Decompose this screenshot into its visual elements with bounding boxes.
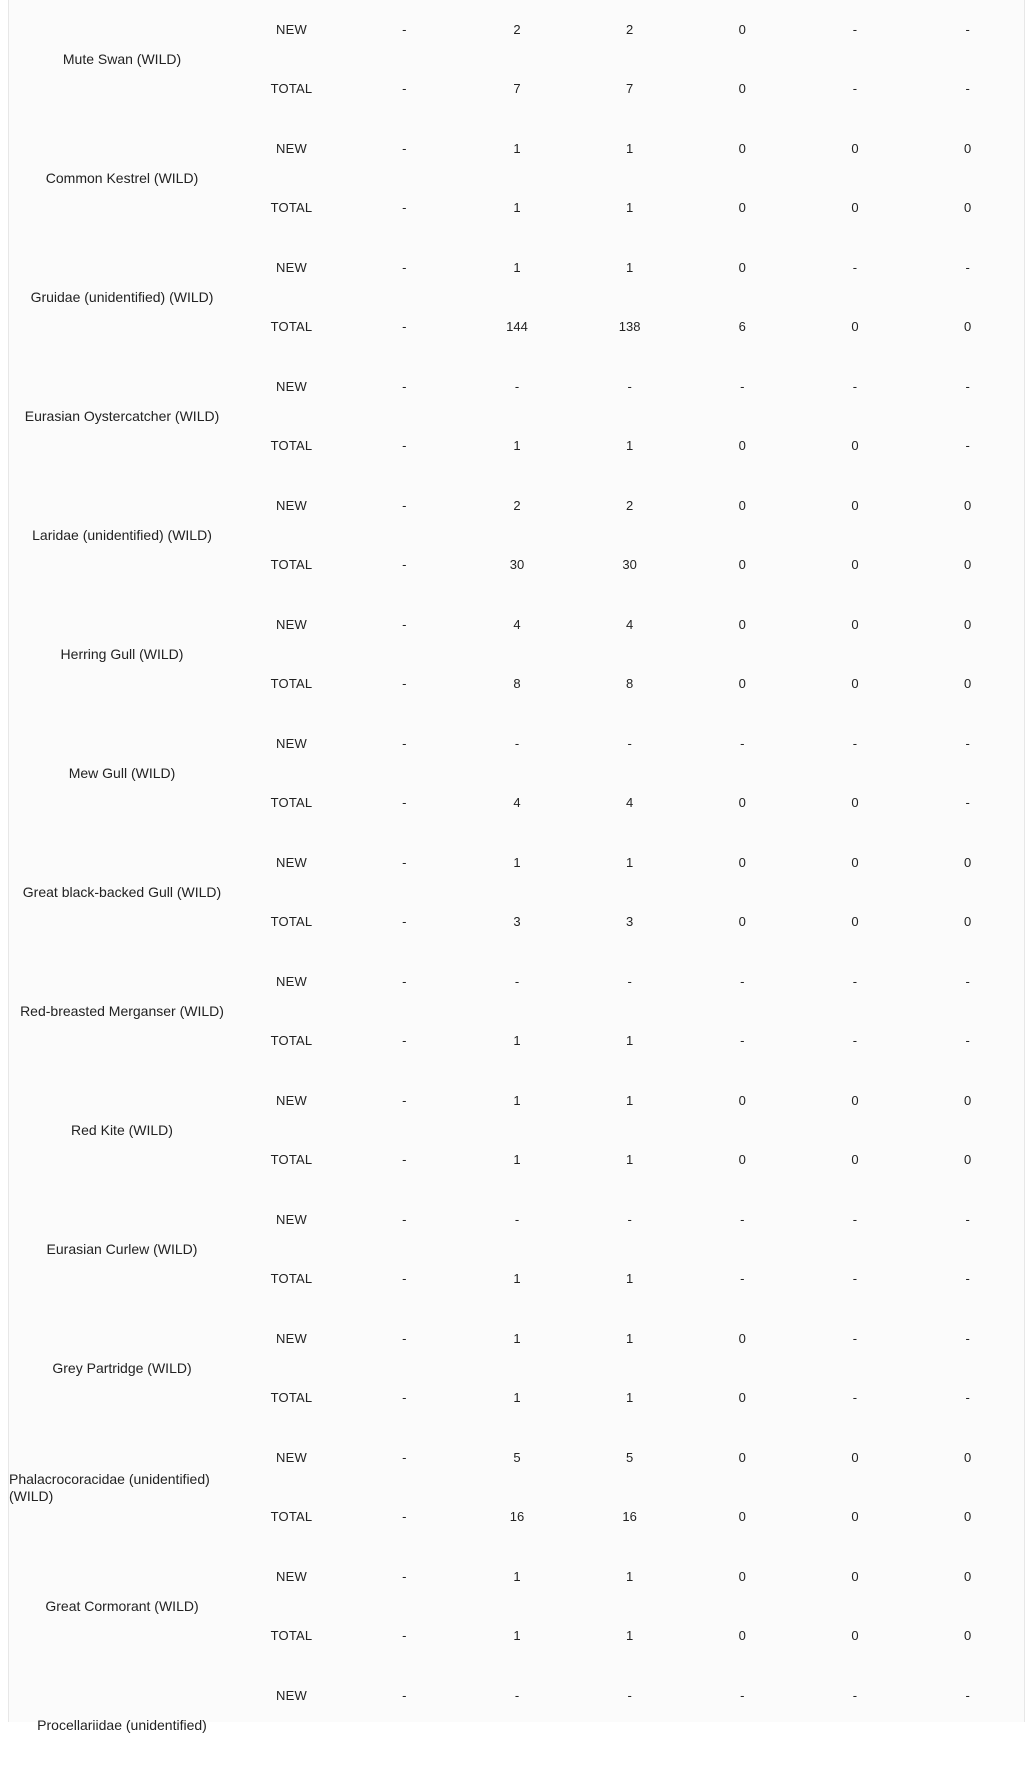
total-value: 0 (799, 1607, 912, 1667)
row-type-total: TOTAL (235, 1488, 348, 1548)
new-value: 0 (686, 476, 799, 536)
new-value: 0 (686, 1309, 799, 1369)
new-value: 5 (461, 1428, 574, 1488)
new-value: - (799, 1666, 912, 1726)
new-value: - (348, 1547, 461, 1607)
total-value: 1 (461, 417, 574, 477)
total-value: 30 (573, 536, 686, 596)
new-value: - (911, 714, 1024, 774)
table-row (9, 595, 1024, 655)
total-value: - (348, 1012, 461, 1072)
total-value: - (348, 60, 461, 120)
table-row (9, 238, 1024, 298)
total-value: 1 (573, 1131, 686, 1191)
new-value: 0 (799, 595, 912, 655)
total-value: 0 (799, 179, 912, 239)
species-name: Great black-backed Gull (WILD) (9, 833, 235, 952)
species-name: Eurasian Curlew (WILD) (9, 1190, 235, 1309)
new-value: 0 (911, 1428, 1024, 1488)
total-value: - (686, 1250, 799, 1310)
row-type-total: TOTAL (235, 417, 348, 477)
new-value: 0 (911, 1547, 1024, 1607)
row-type-new: NEW (235, 714, 348, 774)
total-value (911, 1726, 1024, 1785)
total-value: 16 (573, 1488, 686, 1548)
new-value: - (911, 1666, 1024, 1726)
total-value: 0 (799, 1131, 912, 1191)
row-type-total: TOTAL (235, 1607, 348, 1667)
new-value: - (461, 714, 574, 774)
total-value: 7 (461, 60, 574, 120)
new-value: 0 (799, 1428, 912, 1488)
total-value: 1 (573, 1250, 686, 1310)
row-type-total: TOTAL (235, 893, 348, 953)
row-type-total: TOTAL (235, 1012, 348, 1072)
new-value: 4 (461, 595, 574, 655)
total-value: 1 (573, 1369, 686, 1429)
row-type-new: NEW (235, 1309, 348, 1369)
total-value: 0 (911, 1607, 1024, 1667)
total-value (686, 1726, 799, 1785)
new-value: - (461, 1190, 574, 1250)
table-row (9, 0, 1024, 60)
total-value: - (686, 1012, 799, 1072)
row-type-new: NEW (235, 833, 348, 893)
statistics-panel (8, 0, 1025, 1722)
row-type-total: TOTAL (235, 1250, 348, 1310)
new-value: 1 (461, 833, 574, 893)
total-value: - (911, 1250, 1024, 1310)
new-value: - (461, 952, 574, 1012)
total-value: 7 (573, 60, 686, 120)
total-value: 0 (799, 1488, 912, 1548)
table-row (9, 833, 1024, 893)
new-value: 0 (799, 1547, 912, 1607)
species-name: Gruidae (unidentified) (WILD) (9, 238, 235, 357)
total-value: 0 (911, 536, 1024, 596)
total-value: - (348, 298, 461, 358)
total-value: - (348, 1250, 461, 1310)
new-value: - (348, 1071, 461, 1131)
new-value: - (573, 1666, 686, 1726)
new-value: - (348, 1190, 461, 1250)
total-value: - (911, 1369, 1024, 1429)
table-row (9, 1666, 1024, 1726)
species-name: Great Cormorant (WILD) (9, 1547, 235, 1666)
new-value: - (799, 357, 912, 417)
new-value: - (799, 952, 912, 1012)
table-row (9, 1309, 1024, 1369)
total-value: 3 (573, 893, 686, 953)
new-value: - (348, 833, 461, 893)
new-value: 1 (573, 1071, 686, 1131)
new-value: 0 (686, 0, 799, 60)
row-type-total: TOTAL (235, 536, 348, 596)
total-value: 6 (686, 298, 799, 358)
new-value: - (348, 357, 461, 417)
row-type-new: NEW (235, 238, 348, 298)
new-value: - (348, 714, 461, 774)
new-value: 0 (911, 119, 1024, 179)
table-row (9, 1547, 1024, 1607)
row-type-total (235, 1726, 348, 1785)
total-value: - (348, 179, 461, 239)
new-value: 1 (461, 238, 574, 298)
new-value: - (911, 1190, 1024, 1250)
new-value: 0 (686, 595, 799, 655)
total-value: 1 (573, 179, 686, 239)
total-value: 0 (686, 655, 799, 715)
table-row (9, 357, 1024, 417)
total-value: 0 (686, 179, 799, 239)
new-value: - (348, 119, 461, 179)
total-value: 0 (799, 417, 912, 477)
total-value: 4 (573, 774, 686, 834)
row-type-new: NEW (235, 952, 348, 1012)
new-value: 0 (686, 1547, 799, 1607)
row-type-new: NEW (235, 0, 348, 60)
row-type-new: NEW (235, 476, 348, 536)
table-row (9, 476, 1024, 536)
total-value: 0 (686, 60, 799, 120)
new-value: 4 (573, 595, 686, 655)
total-value: 1 (461, 1012, 574, 1072)
total-value: 30 (461, 536, 574, 596)
new-value: 2 (573, 476, 686, 536)
new-value: 1 (573, 833, 686, 893)
total-value: - (348, 536, 461, 596)
new-value: 0 (686, 1071, 799, 1131)
new-value: 1 (461, 1547, 574, 1607)
new-value: 0 (686, 833, 799, 893)
total-value: 1 (461, 1131, 574, 1191)
new-value: 0 (799, 119, 912, 179)
total-value: - (911, 1012, 1024, 1072)
row-type-total: TOTAL (235, 1131, 348, 1191)
total-value: - (348, 1131, 461, 1191)
total-value: - (799, 1369, 912, 1429)
total-value: 138 (573, 298, 686, 358)
new-value: - (799, 0, 912, 60)
table-row (9, 119, 1024, 179)
species-name: Red-breasted Merganser (WILD) (9, 952, 235, 1071)
total-value: 1 (461, 179, 574, 239)
total-value: 0 (911, 298, 1024, 358)
total-value: - (911, 417, 1024, 477)
new-value: - (348, 1666, 461, 1726)
new-value: - (573, 952, 686, 1012)
new-value: - (799, 1190, 912, 1250)
total-value: 0 (686, 536, 799, 596)
total-value: 1 (573, 1607, 686, 1667)
species-statistics-table (9, 0, 1024, 1785)
total-value: 8 (461, 655, 574, 715)
total-value (461, 1726, 574, 1785)
table-row (9, 714, 1024, 774)
total-value: 0 (911, 1488, 1024, 1548)
total-value: 0 (686, 1488, 799, 1548)
total-value: 0 (799, 893, 912, 953)
total-value: - (348, 893, 461, 953)
new-value: 0 (911, 595, 1024, 655)
row-type-new: NEW (235, 595, 348, 655)
total-value: - (348, 655, 461, 715)
species-name: Eurasian Oystercatcher (WILD) (9, 357, 235, 476)
new-value: - (911, 1309, 1024, 1369)
total-value: 0 (686, 893, 799, 953)
table-row (9, 1071, 1024, 1131)
total-value (573, 1726, 686, 1785)
new-value: 1 (461, 119, 574, 179)
total-value: 4 (461, 774, 574, 834)
new-value: - (573, 714, 686, 774)
total-value: 0 (799, 774, 912, 834)
total-value: - (799, 1012, 912, 1072)
row-type-new: NEW (235, 1666, 348, 1726)
total-value: 1 (461, 1369, 574, 1429)
total-value: - (799, 1250, 912, 1310)
total-value: 8 (573, 655, 686, 715)
new-value: - (911, 952, 1024, 1012)
total-value: - (911, 60, 1024, 120)
new-value: 0 (686, 119, 799, 179)
new-value: 2 (573, 0, 686, 60)
total-value: 0 (799, 536, 912, 596)
species-name: Herring Gull (WILD) (9, 595, 235, 714)
new-value: - (461, 357, 574, 417)
new-value: - (461, 1666, 574, 1726)
total-value: 0 (799, 655, 912, 715)
new-value: 1 (573, 238, 686, 298)
new-value: 1 (573, 1309, 686, 1369)
new-value: 0 (911, 1071, 1024, 1131)
new-value: 5 (573, 1428, 686, 1488)
species-name: Common Kestrel (WILD) (9, 119, 235, 238)
new-value: 0 (911, 476, 1024, 536)
total-value: 0 (686, 1131, 799, 1191)
total-value: - (348, 1607, 461, 1667)
new-value: - (911, 238, 1024, 298)
row-type-total: TOTAL (235, 774, 348, 834)
new-value: 0 (799, 833, 912, 893)
species-name: Grey Partridge (WILD) (9, 1309, 235, 1428)
table-body (9, 0, 1024, 1785)
new-value: 1 (461, 1071, 574, 1131)
new-value: - (686, 1666, 799, 1726)
total-value: - (911, 774, 1024, 834)
table-row (9, 1428, 1024, 1488)
table-row (9, 952, 1024, 1012)
row-type-new: NEW (235, 119, 348, 179)
new-value: - (573, 1190, 686, 1250)
total-value: - (799, 60, 912, 120)
total-value: - (348, 1488, 461, 1548)
row-type-new: NEW (235, 1428, 348, 1488)
new-value: 0 (911, 833, 1024, 893)
new-value: 0 (686, 1428, 799, 1488)
total-value (348, 1726, 461, 1785)
new-value: - (348, 1428, 461, 1488)
species-name: Mew Gull (WILD) (9, 714, 235, 833)
new-value: 0 (686, 238, 799, 298)
total-value: 16 (461, 1488, 574, 1548)
row-type-total: TOTAL (235, 1369, 348, 1429)
total-value: 0 (911, 655, 1024, 715)
new-value: 1 (573, 1547, 686, 1607)
row-type-total: TOTAL (235, 179, 348, 239)
new-value: - (799, 714, 912, 774)
new-value: 1 (461, 1309, 574, 1369)
new-value: - (348, 952, 461, 1012)
new-value: - (911, 357, 1024, 417)
row-type-total: TOTAL (235, 655, 348, 715)
total-value: 144 (461, 298, 574, 358)
new-value: - (686, 357, 799, 417)
new-value: - (348, 0, 461, 60)
new-value: - (348, 1309, 461, 1369)
row-type-new: NEW (235, 1071, 348, 1131)
new-value: - (348, 595, 461, 655)
new-value: - (686, 714, 799, 774)
total-value: - (348, 1369, 461, 1429)
total-value: 0 (686, 774, 799, 834)
table-row (9, 1190, 1024, 1250)
total-value: - (348, 774, 461, 834)
species-name: Procellariidae (unidentified) (9, 1666, 235, 1785)
total-value (799, 1726, 912, 1785)
new-value: - (799, 1309, 912, 1369)
total-value: 3 (461, 893, 574, 953)
total-value: 0 (686, 1369, 799, 1429)
new-value: 2 (461, 476, 574, 536)
new-value: - (348, 476, 461, 536)
new-value: - (911, 0, 1024, 60)
species-name: Mute Swan (WILD) (9, 0, 235, 119)
new-value: - (686, 952, 799, 1012)
total-value: 0 (911, 1131, 1024, 1191)
row-type-new: NEW (235, 1190, 348, 1250)
total-value: 0 (686, 1607, 799, 1667)
row-type-new: NEW (235, 357, 348, 417)
species-name: Phalacrocoracidae (unidentified) (WILD) (9, 1428, 235, 1547)
total-value: 1 (461, 1250, 574, 1310)
total-value: 1 (573, 417, 686, 477)
species-name: Red Kite (WILD) (9, 1071, 235, 1190)
row-type-new: NEW (235, 1547, 348, 1607)
new-value: - (799, 238, 912, 298)
total-value: 1 (461, 1607, 574, 1667)
new-value: 0 (799, 476, 912, 536)
new-value: - (348, 238, 461, 298)
new-value: - (573, 357, 686, 417)
total-value: 0 (911, 179, 1024, 239)
new-value: 0 (799, 1071, 912, 1131)
row-type-total: TOTAL (235, 298, 348, 358)
total-value: 1 (573, 1012, 686, 1072)
species-name: Laridae (unidentified) (WILD) (9, 476, 235, 595)
total-value: - (348, 417, 461, 477)
total-value: 0 (686, 417, 799, 477)
row-type-total: TOTAL (235, 60, 348, 120)
new-value: - (686, 1190, 799, 1250)
new-value: 2 (461, 0, 574, 60)
total-value: 0 (799, 298, 912, 358)
total-value: 0 (911, 893, 1024, 953)
new-value: 1 (573, 119, 686, 179)
